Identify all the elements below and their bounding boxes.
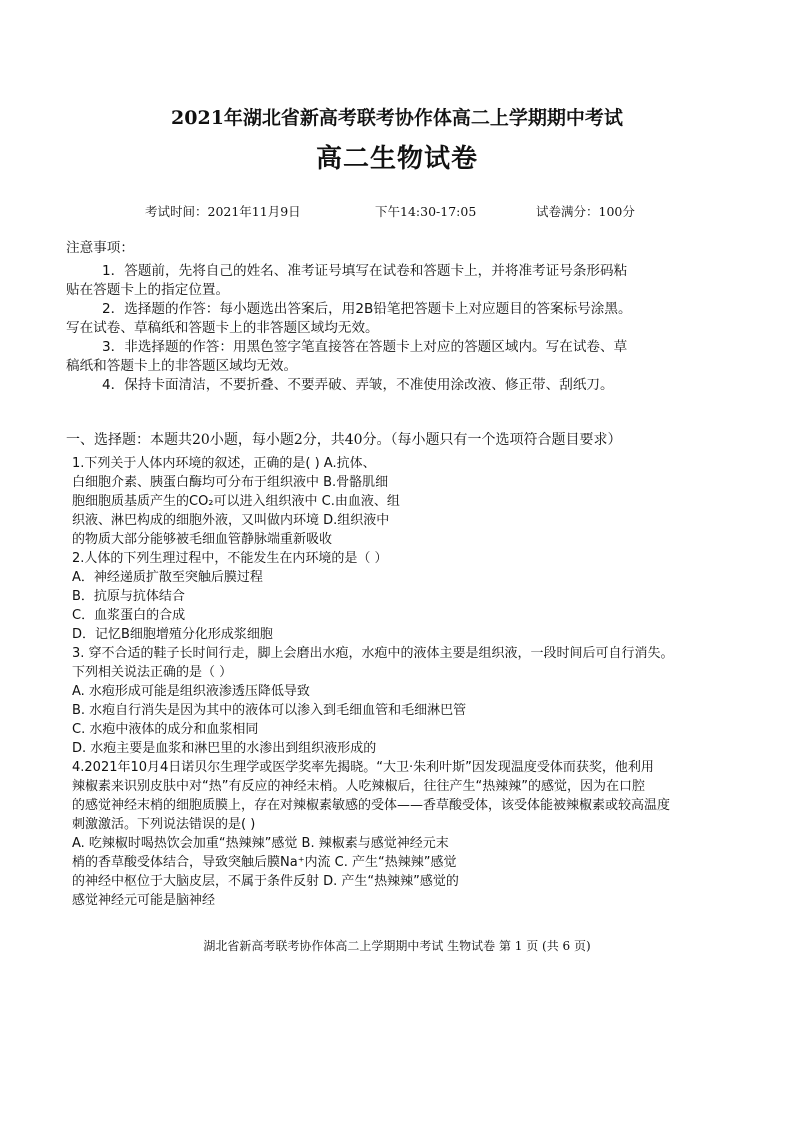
question-option: C. 水疱中液体的成分和血浆相同 [72, 722, 259, 737]
question-option: C．血浆蛋白的合成 [72, 608, 186, 623]
question-line: 刺激激活。下列说法错误的是( ) [72, 817, 256, 832]
question-line: 梢的香草酸受体结合，导致突触后膜Na⁺内流 C. 产生“热辣辣”感觉 [72, 855, 457, 870]
question-line: 织液、淋巴构成的细胞外液，又叫做内环境 D.组织液中 [72, 513, 390, 528]
question-line: 胞细胞质基质产生的CO₂可以进入组织液中 C.由血液、组 [72, 494, 400, 509]
question-line: 2.人体的下列生理过程中，不能发生在内环境的是（ ） [72, 551, 388, 566]
exam-title: 2021年湖北省新高考联考协作体高二上学期期中考试 [171, 107, 623, 129]
question-line: 的物质大部分能够被毛细血管静脉端重新吸收 [72, 532, 333, 547]
notice-line: 3．非选择题的作答：用黑色签字笔直接答在答题卡上对应的答题区域内。写在试卷、草 [102, 339, 628, 355]
question-line: 感觉神经元可能是脑神经 [72, 893, 216, 908]
question-option: B. 水疱自行消失是因为其中的液体可以渗入到毛细血管和毛细淋巴管 [72, 703, 467, 718]
exam-session: 下午14:30-17:05 [375, 204, 477, 219]
paper-subtitle: 高二生物试卷 [315, 144, 478, 174]
question-line: 辣椒素来识别皮肤中对“热”有反应的神经末梢。人吃辣椒后，往往产生“热辣辣”的感觉，因为在口腔 [72, 779, 645, 794]
question-line: 下列相关说法正确的是（ ） [72, 665, 233, 680]
notice-line: 1．答题前，先将自己的姓名、准考证号填写在试卷和答题卡上，并将准考证号条形码粘 [102, 263, 628, 279]
notice-line: 写在试卷、草稿纸和答题卡上的非答题区域均无效。 [66, 320, 379, 336]
question-option: B．抗原与抗体结合 [72, 589, 185, 604]
page-footer: 湖北省新高考联考协作体高二上学期期中考试 生物试卷 第 1 页 (共 6 页) [203, 939, 591, 953]
notice-line: 稿纸和答题卡上的非答题区域均无效。 [66, 358, 298, 374]
question-option: D．记忆B细胞增殖分化形成浆细胞 [72, 627, 273, 642]
exam-time: 考试时间：2021年11月9日 [145, 204, 301, 219]
notice-heading: 注意事项： [66, 240, 134, 256]
question-line: 的神经中枢位于大脑皮层，不属于条件反射 D. 产生“热辣辣”感觉的 [72, 874, 459, 889]
question-line: A. 吃辣椒时喝热饮会加重“热辣辣”感觉 B. 辣椒素与感觉神经元末 [72, 836, 449, 851]
question-option: A. 水疱形成可能是组织液渗透压降低导致 [72, 684, 310, 699]
question-option: A．神经递质扩散至突触后膜过程 [72, 570, 263, 585]
question-line: 4.2021年10月4日诺贝尔生理学或医学奖率先揭晓。“大卫·朱利叶斯”因发现温度受体而获奖，他利用 [72, 760, 654, 775]
question-line: 的感觉神经末梢的细胞质膜上，存在对辣椒素敏感的受体——香草酸受体，该受体能被辣椒素或较高温度 [72, 798, 671, 813]
question-line: 3. 穿不合适的鞋子长时间行走，脚上会磨出水疱，水疱中的液体主要是组织液，一段时间后可自行消失。 [72, 646, 674, 661]
question-option: D. 水疱主要是血浆和淋巴里的水渗出到组织液形成的 [72, 741, 377, 756]
section-title: 一、选择题：本题共20小题，每小题2分，共40分。（每小题只有一个选项符合题目要求） [66, 432, 622, 448]
notice-line: 2．选择题的作答：每小题选出答案后，用2B铅笔把答题卡上对应题目的答案标号涂黑。 [102, 301, 632, 317]
notice-line: 贴在答题卡上的指定位置。 [66, 282, 230, 298]
question-line: 白细胞介素、胰蛋白酶均可分布于组织液中 B.骨骼肌细 [72, 475, 389, 490]
full-score: 试卷满分：100分 [536, 204, 635, 219]
question-line: 1.下列关于人体内环境的叙述，正确的是( ) A.抗体、 [72, 456, 376, 471]
notice-line: 4．保持卡面清洁，不要折叠、不要弄破、弄皱，不准使用涂改液、修正带、刮纸刀。 [102, 377, 614, 393]
